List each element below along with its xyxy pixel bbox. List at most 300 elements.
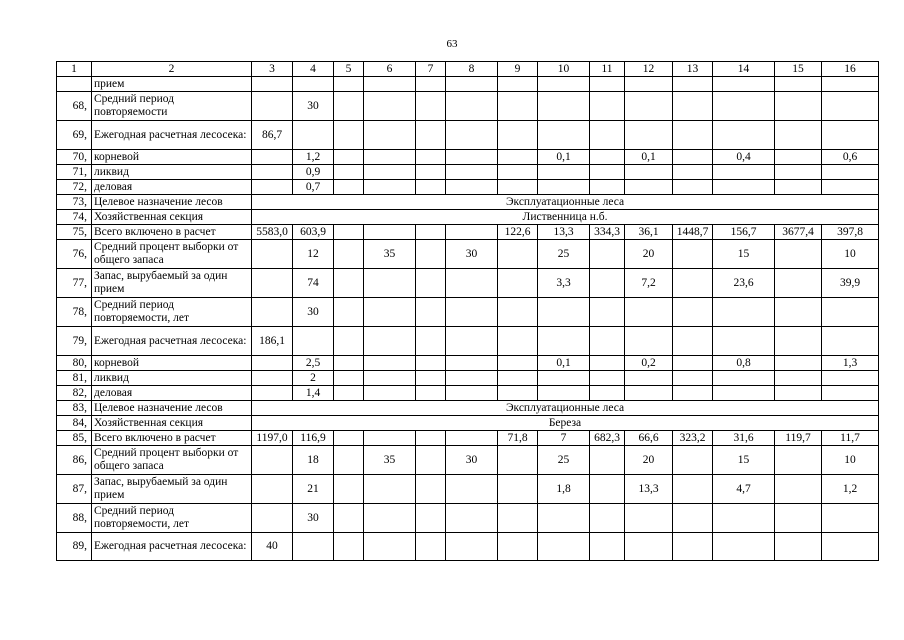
- value-cell: 20: [625, 446, 673, 475]
- table-row: [57, 504, 879, 533]
- value-cell: 10: [822, 446, 879, 475]
- value-cell: [364, 298, 416, 327]
- value-cell: 40: [252, 533, 293, 561]
- table-row: [57, 416, 879, 431]
- value-cell: [822, 386, 879, 401]
- value-cell: [822, 298, 879, 327]
- value-cell: [713, 298, 775, 327]
- value-cell: [446, 356, 498, 371]
- value-cell: [364, 371, 416, 386]
- table-row: [57, 77, 879, 92]
- value-cell: 10: [822, 240, 879, 269]
- value-cell: [416, 150, 446, 165]
- value-cell: [590, 298, 625, 327]
- value-cell: 122,6: [498, 225, 538, 240]
- value-cell: 3,3: [538, 269, 590, 298]
- value-cell: [713, 165, 775, 180]
- row-label: Средний процент выборки от общего запаса: [92, 240, 252, 269]
- value-cell: [416, 475, 446, 504]
- column-header: 11: [590, 62, 625, 77]
- table-row: [57, 269, 879, 298]
- value-cell: [364, 356, 416, 371]
- row-number: 71,: [57, 165, 92, 180]
- row-label: Запас, вырубаемый за один прием: [92, 269, 252, 298]
- row-label: Всего включено в расчет: [92, 225, 252, 240]
- value-cell: 603,9: [293, 225, 334, 240]
- value-cell: 0,4: [713, 150, 775, 165]
- row-label: деловая: [92, 180, 252, 195]
- value-cell: 0,7: [293, 180, 334, 195]
- value-cell: [416, 121, 446, 150]
- value-cell: [775, 165, 822, 180]
- value-cell: [538, 180, 590, 195]
- value-cell: [775, 356, 822, 371]
- column-header: 15: [775, 62, 822, 77]
- row-label: ликвид: [92, 371, 252, 386]
- row-number: 75,: [57, 225, 92, 240]
- value-cell: [498, 386, 538, 401]
- row-number: 76,: [57, 240, 92, 269]
- value-cell: [416, 386, 446, 401]
- value-cell: 186,1: [252, 327, 293, 356]
- row-number: 78,: [57, 298, 92, 327]
- column-header: 1: [57, 62, 92, 77]
- value-cell: 0,1: [538, 356, 590, 371]
- value-cell: [625, 92, 673, 121]
- value-cell: [590, 327, 625, 356]
- value-cell: [334, 431, 364, 446]
- row-label: Средний период повторяемости, лет: [92, 504, 252, 533]
- value-cell: [364, 386, 416, 401]
- row-label: корневой: [92, 150, 252, 165]
- value-cell: 20: [625, 240, 673, 269]
- row-label: Целевое назначение лесов: [92, 401, 252, 416]
- value-cell: 31,6: [713, 431, 775, 446]
- value-cell: 323,2: [673, 431, 713, 446]
- value-cell: [822, 504, 879, 533]
- value-cell: 397,8: [822, 225, 879, 240]
- value-cell: [334, 386, 364, 401]
- value-cell: [775, 269, 822, 298]
- value-cell: [446, 504, 498, 533]
- value-cell: [590, 180, 625, 195]
- row-number: 82,: [57, 386, 92, 401]
- value-cell: [498, 240, 538, 269]
- value-cell: 21: [293, 475, 334, 504]
- column-header: 3: [252, 62, 293, 77]
- value-cell: 13,3: [538, 225, 590, 240]
- value-cell: 1197,0: [252, 431, 293, 446]
- value-cell: [416, 240, 446, 269]
- page-number: 63: [446, 38, 458, 50]
- value-cell: [673, 356, 713, 371]
- value-cell: 30: [293, 504, 334, 533]
- value-cell: [713, 92, 775, 121]
- value-cell: [446, 386, 498, 401]
- value-cell: [590, 121, 625, 150]
- column-header: 13: [673, 62, 713, 77]
- value-cell: [334, 327, 364, 356]
- value-cell: [625, 121, 673, 150]
- value-cell: [446, 371, 498, 386]
- value-cell: [590, 446, 625, 475]
- value-cell: [498, 446, 538, 475]
- value-cell: [625, 327, 673, 356]
- value-cell: [673, 475, 713, 504]
- value-cell: [252, 356, 293, 371]
- table-row: [57, 327, 879, 356]
- value-cell: [364, 77, 416, 92]
- column-header: 7: [416, 62, 446, 77]
- value-cell: [822, 121, 879, 150]
- value-cell: 23,6: [713, 269, 775, 298]
- value-cell: [416, 180, 446, 195]
- value-cell: [252, 92, 293, 121]
- value-cell: [416, 504, 446, 533]
- value-cell: [538, 121, 590, 150]
- value-cell: [446, 150, 498, 165]
- value-cell: 2: [293, 371, 334, 386]
- row-number: 68,: [57, 92, 92, 121]
- value-cell: [775, 446, 822, 475]
- value-cell: [334, 165, 364, 180]
- row-number: 80,: [57, 356, 92, 371]
- value-cell: 74: [293, 269, 334, 298]
- value-cell: [538, 371, 590, 386]
- value-cell: 1,3: [822, 356, 879, 371]
- value-cell: [498, 150, 538, 165]
- table-row: [57, 371, 879, 386]
- value-cell: [713, 121, 775, 150]
- value-cell: [364, 180, 416, 195]
- column-header: 6: [364, 62, 416, 77]
- row-label: Целевое назначение лесов: [92, 195, 252, 210]
- value-cell: [364, 327, 416, 356]
- row-number: 85,: [57, 431, 92, 446]
- row-label: Средний период повторяемости, лет: [92, 298, 252, 327]
- value-cell: [334, 150, 364, 165]
- value-cell: [498, 327, 538, 356]
- row-label: деловая: [92, 386, 252, 401]
- row-number: [57, 77, 92, 92]
- value-cell: 7,2: [625, 269, 673, 298]
- value-cell: [673, 371, 713, 386]
- value-cell: [625, 533, 673, 561]
- value-cell: [416, 298, 446, 327]
- value-cell: [775, 150, 822, 165]
- value-cell: [446, 475, 498, 504]
- row-number: 79,: [57, 327, 92, 356]
- row-number: 87,: [57, 475, 92, 504]
- value-cell: [673, 92, 713, 121]
- value-cell: [498, 77, 538, 92]
- table-row: [57, 446, 879, 475]
- value-cell: [538, 92, 590, 121]
- value-cell: [775, 371, 822, 386]
- row-label: прием: [92, 77, 252, 92]
- value-cell: 35: [364, 446, 416, 475]
- value-cell: [590, 165, 625, 180]
- value-cell: 0,1: [538, 150, 590, 165]
- value-cell: [334, 77, 364, 92]
- value-cell: [364, 269, 416, 298]
- table-row: [57, 210, 879, 225]
- value-cell: [713, 533, 775, 561]
- row-number: 84,: [57, 416, 92, 431]
- value-cell: [446, 533, 498, 561]
- row-number: 72,: [57, 180, 92, 195]
- value-cell: [364, 150, 416, 165]
- value-cell: [775, 121, 822, 150]
- value-cell: [334, 92, 364, 121]
- value-cell: [673, 533, 713, 561]
- value-cell: 12: [293, 240, 334, 269]
- column-header: 2: [92, 62, 252, 77]
- value-cell: 1448,7: [673, 225, 713, 240]
- value-cell: [713, 386, 775, 401]
- value-cell: [252, 371, 293, 386]
- value-cell: [416, 165, 446, 180]
- value-cell: 119,7: [775, 431, 822, 446]
- value-cell: [590, 533, 625, 561]
- value-cell: [334, 371, 364, 386]
- value-cell: [252, 150, 293, 165]
- value-cell: 30: [446, 446, 498, 475]
- value-cell: [334, 475, 364, 504]
- value-cell: [293, 77, 334, 92]
- row-label: Ежегодная расчетная лесосека:: [92, 327, 252, 356]
- value-cell: [673, 121, 713, 150]
- value-cell: [673, 504, 713, 533]
- value-cell: [252, 240, 293, 269]
- value-cell: [416, 446, 446, 475]
- value-cell: [673, 386, 713, 401]
- row-label: Всего включено в расчет: [92, 431, 252, 446]
- table-row: [57, 533, 879, 561]
- value-cell: [446, 77, 498, 92]
- value-cell: [625, 504, 673, 533]
- row-number: 73,: [57, 195, 92, 210]
- value-cell: [590, 77, 625, 92]
- value-cell: [673, 446, 713, 475]
- value-cell: [775, 386, 822, 401]
- value-cell: 25: [538, 446, 590, 475]
- column-header: 10: [538, 62, 590, 77]
- value-cell: [446, 269, 498, 298]
- value-cell: [673, 180, 713, 195]
- row-label: Средний процент выборки от общего запаса: [92, 446, 252, 475]
- value-cell: [416, 269, 446, 298]
- table-row: [57, 401, 879, 416]
- value-cell: [775, 298, 822, 327]
- value-cell: [334, 180, 364, 195]
- table-row: [57, 165, 879, 180]
- column-header: 9: [498, 62, 538, 77]
- value-cell: [713, 77, 775, 92]
- value-cell: 7: [538, 431, 590, 446]
- column-header: 8: [446, 62, 498, 77]
- value-cell: [590, 92, 625, 121]
- value-cell: [446, 225, 498, 240]
- table-row: [57, 225, 879, 240]
- value-cell: [625, 371, 673, 386]
- value-cell: [590, 269, 625, 298]
- value-cell: 4,7: [713, 475, 775, 504]
- value-cell: 18: [293, 446, 334, 475]
- forest-calculation-table: [56, 61, 879, 561]
- value-cell: 0,1: [625, 150, 673, 165]
- value-cell: [590, 386, 625, 401]
- merged-value-cell: Эксплуатационные леса: [252, 195, 879, 210]
- merged-value-cell: Береза: [252, 416, 879, 431]
- row-number: 81,: [57, 371, 92, 386]
- value-cell: [498, 180, 538, 195]
- value-cell: [252, 446, 293, 475]
- value-cell: [822, 533, 879, 561]
- value-cell: [590, 150, 625, 165]
- row-label: ликвид: [92, 165, 252, 180]
- value-cell: [775, 327, 822, 356]
- value-cell: [538, 504, 590, 533]
- value-cell: [416, 356, 446, 371]
- column-header: 4: [293, 62, 334, 77]
- value-cell: 11,7: [822, 431, 879, 446]
- value-cell: 66,6: [625, 431, 673, 446]
- value-cell: [446, 431, 498, 446]
- value-cell: [673, 298, 713, 327]
- value-cell: 25: [538, 240, 590, 269]
- value-cell: [334, 240, 364, 269]
- value-cell: 35: [364, 240, 416, 269]
- value-cell: [590, 504, 625, 533]
- table-row: [57, 180, 879, 195]
- value-cell: 0,6: [822, 150, 879, 165]
- value-cell: [625, 180, 673, 195]
- value-cell: [673, 150, 713, 165]
- value-cell: [252, 298, 293, 327]
- value-cell: [334, 121, 364, 150]
- value-cell: [625, 77, 673, 92]
- value-cell: [416, 533, 446, 561]
- value-cell: [498, 269, 538, 298]
- value-cell: [775, 533, 822, 561]
- value-cell: [416, 77, 446, 92]
- value-cell: [252, 165, 293, 180]
- value-cell: [673, 165, 713, 180]
- value-cell: [673, 77, 713, 92]
- value-cell: [590, 240, 625, 269]
- value-cell: [446, 165, 498, 180]
- value-cell: [822, 92, 879, 121]
- value-cell: [590, 475, 625, 504]
- value-cell: 71,8: [498, 431, 538, 446]
- value-cell: [822, 77, 879, 92]
- column-header: 14: [713, 62, 775, 77]
- value-cell: 2,5: [293, 356, 334, 371]
- value-cell: [775, 240, 822, 269]
- value-cell: [498, 165, 538, 180]
- value-cell: [446, 92, 498, 121]
- value-cell: [538, 298, 590, 327]
- value-cell: [364, 431, 416, 446]
- value-cell: [252, 386, 293, 401]
- value-cell: 0,2: [625, 356, 673, 371]
- value-cell: [252, 180, 293, 195]
- value-cell: [775, 77, 822, 92]
- row-label: Ежегодная расчетная лесосека:: [92, 121, 252, 150]
- value-cell: 1,8: [538, 475, 590, 504]
- row-label: Ежегодная расчетная лесосека:: [92, 533, 252, 561]
- value-cell: [364, 504, 416, 533]
- row-number: 74,: [57, 210, 92, 225]
- value-cell: 156,7: [713, 225, 775, 240]
- value-cell: [625, 165, 673, 180]
- value-cell: [713, 327, 775, 356]
- value-cell: [822, 327, 879, 356]
- value-cell: [334, 446, 364, 475]
- value-cell: [713, 180, 775, 195]
- value-cell: [446, 327, 498, 356]
- row-label: Хозяйственная секция: [92, 416, 252, 431]
- value-cell: [293, 533, 334, 561]
- value-cell: 0,8: [713, 356, 775, 371]
- value-cell: 1,2: [293, 150, 334, 165]
- value-cell: 36,1: [625, 225, 673, 240]
- value-cell: [498, 298, 538, 327]
- value-cell: [252, 475, 293, 504]
- row-label: Средний период повторяемости: [92, 92, 252, 121]
- value-cell: [364, 225, 416, 240]
- value-cell: [334, 533, 364, 561]
- value-cell: [416, 225, 446, 240]
- value-cell: 682,3: [590, 431, 625, 446]
- value-cell: 0,9: [293, 165, 334, 180]
- value-cell: 86,7: [252, 121, 293, 150]
- table-row: [57, 356, 879, 371]
- value-cell: [334, 504, 364, 533]
- value-cell: [446, 298, 498, 327]
- value-cell: [673, 327, 713, 356]
- table-row: [57, 386, 879, 401]
- row-number: 86,: [57, 446, 92, 475]
- value-cell: [364, 165, 416, 180]
- row-number: 83,: [57, 401, 92, 416]
- value-cell: [416, 371, 446, 386]
- value-cell: [334, 269, 364, 298]
- value-cell: [498, 533, 538, 561]
- value-cell: [293, 121, 334, 150]
- value-cell: [446, 121, 498, 150]
- value-cell: [498, 475, 538, 504]
- value-cell: [252, 504, 293, 533]
- table-row: [57, 195, 879, 210]
- column-header: 5: [334, 62, 364, 77]
- table-row: [57, 92, 879, 121]
- value-cell: [590, 371, 625, 386]
- merged-value-cell: Эксплуатационные леса: [252, 401, 879, 416]
- table-row: [57, 298, 879, 327]
- value-cell: 30: [446, 240, 498, 269]
- value-cell: [538, 386, 590, 401]
- value-cell: 30: [293, 92, 334, 121]
- value-cell: [625, 298, 673, 327]
- value-cell: [364, 475, 416, 504]
- value-cell: [416, 327, 446, 356]
- value-cell: [364, 533, 416, 561]
- value-cell: [538, 327, 590, 356]
- value-cell: [775, 475, 822, 504]
- value-cell: [498, 504, 538, 533]
